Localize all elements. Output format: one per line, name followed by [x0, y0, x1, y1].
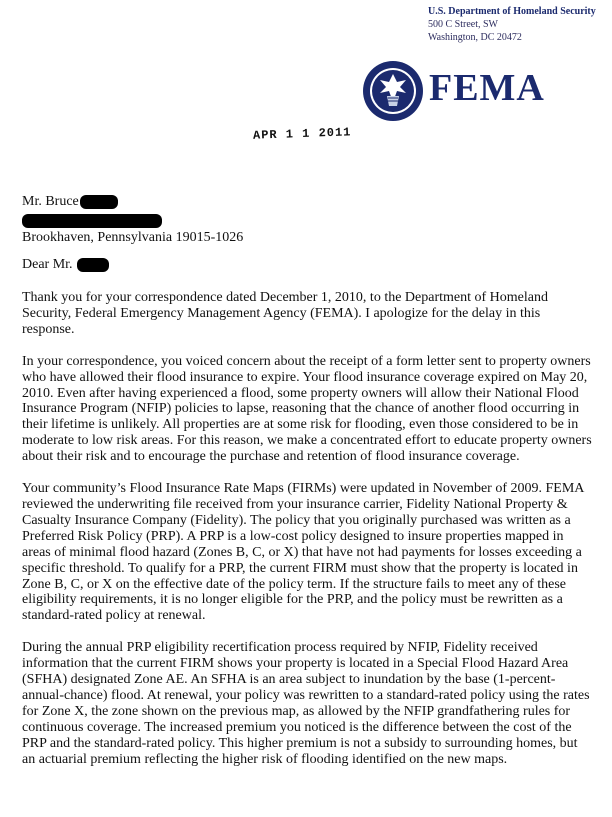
salutation	[22, 257, 109, 273]
paragraph: In your correspondence, you voiced concern about the receipt of a form letter sent to property owners who have allowed their flood insurance to expire. Your flood insurance coverage expired on May 20, 2010. Even after having experienced a flood, some property owners will allow their National Flood Insurance Program (NFIP) policies to lapse, reasoning that the chance of another flood occurring in their lifetime is unlikely. All properties are at some risk for flooding, even those considered to be in moderate to low risk areas. For this reason, we make a concentrated effort to educate property owners about their risk and to encourage the purchase and retention of flood insurance coverage.	[22, 353, 592, 465]
redaction-bar	[80, 195, 118, 209]
recipient-address	[22, 193, 243, 247]
recipient-name-line	[22, 193, 243, 211]
paragraph: Your community’s Flood Insurance Rate Maps (FIRMs) were updated in November of 2009. FEMA reviewed the underwriting file received from your insurance carrier, Fidelity National Property & Casualty Insurance Company (Fidelity). The policy that you originally purchased was written as a Preferred Risk Policy (PRP). A PRP is a low-cost policy designed to insure properties mapped in areas of minimal flood hazard (Zones B, C, or X) that have not had payments for losses exceeding a specific threshold. To qualify for a PRP, the current FIRM must show that the property is located in Zone B, C, or X on the effective date of the policy term. If the structure fails to meet any of these eligibility requirements, it is no longer eligible for the PRP, and the policy must be rewritten as a standard-rated policy at renewal.	[22, 481, 584, 624]
sender-street: 500 C Street, SW	[428, 19, 498, 30]
sender-address	[428, 5, 596, 44]
paragraph: Thank you for your correspondence dated December 1, 2010, to the Department of Homeland Security, Federal Emergency Management Agency (FEMA). I apologize for the delay in this response.	[22, 290, 548, 337]
recipient-city-line: Brookhaven, Pennsylvania 19015-1026	[22, 230, 244, 245]
sender-org: U.S. Department of Homeland Security	[428, 6, 596, 17]
fema-logo: FEMA	[429, 67, 545, 109]
date-stamp: APR 1 1 2011	[252, 125, 352, 143]
redaction-bar	[22, 214, 162, 228]
paragraph: During the annual PRP eligibility recertification process required by NFIP, Fidelity received information that the current FIRM shows your property is located in a Special Flood Hazard Area (SFHA) designated Zone AE. An SFHA is an area subject to inundation by the base (1-percent-annual-chance) flood. At renewal, your policy was rewritten to a standard-rated policy using the rates for Zone X, the zone shown on the previous map, as allowed by the NFIP grandfathering rules for continuous coverage. The increased premium you noticed is the difference between the cost of the PRP and the standard-rated policy. This higher premium is not a subsidy to surrounding homes, but an actuarial premium reflecting the higher risk of flooding identified on the new maps.	[22, 640, 590, 767]
recipient-street-line	[22, 211, 243, 229]
salutation-text: Dear Mr.	[22, 257, 73, 272]
dhs-seal-icon	[362, 60, 424, 122]
letter-body	[22, 290, 594, 783]
recipient-name: Mr. Bruce	[22, 194, 79, 209]
redaction-bar	[77, 258, 109, 272]
sender-city: Washington, DC 20472	[428, 32, 522, 43]
